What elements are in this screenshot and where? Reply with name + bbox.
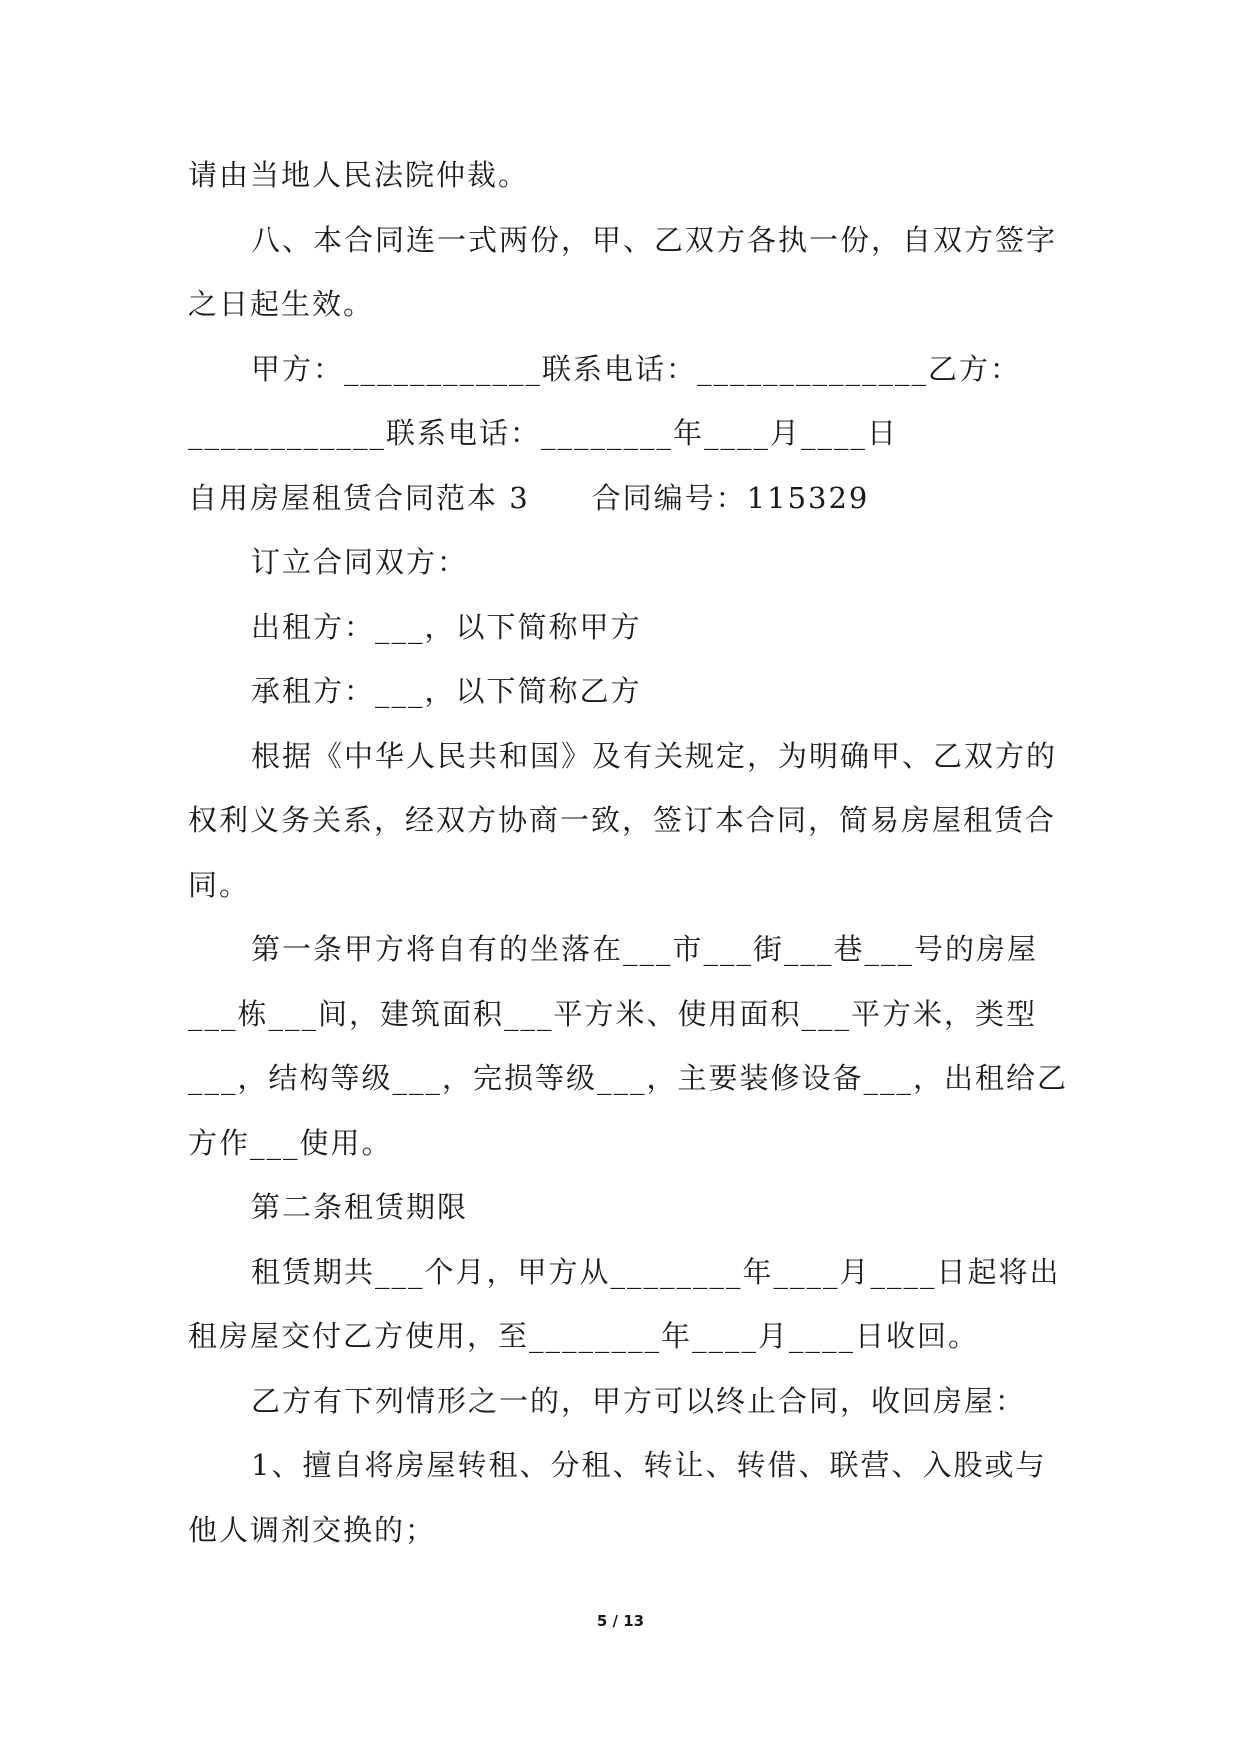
text-line: 租赁期共___个月，甲方从________年____月____日起将出 bbox=[251, 1255, 1061, 1289]
text-line: 请由当地人民法院仲裁。 bbox=[188, 158, 530, 192]
text-line: 权利义务关系，经双方协商一致，签订本合同，简易房屋租赁合 bbox=[188, 803, 1057, 837]
text-line: 1、擅自将房屋转租、分租、转让、转借、联营、入股或与 bbox=[251, 1448, 1047, 1482]
text-line: 承租方：___，以下简称乙方 bbox=[251, 674, 642, 708]
text-line: 租房屋交付乙方使用，至________年____月____日收回。 bbox=[188, 1319, 980, 1353]
text-line: 第二条租赁期限 bbox=[251, 1190, 469, 1224]
page-number: 5 / 13 bbox=[596, 1612, 645, 1630]
text-line: ____________联系电话：________年____月____日 bbox=[188, 416, 899, 450]
text-line: 之日起生效。 bbox=[188, 287, 375, 321]
text-line: 甲方：____________联系电话：______________乙方： bbox=[251, 352, 1022, 386]
text-line: 同。 bbox=[188, 868, 251, 902]
text-line: 他人调剂交换的； bbox=[188, 1513, 437, 1547]
text-line: 第一条甲方将自有的坐落在___市___街___巷___号的房屋 bbox=[251, 932, 1039, 966]
text-line: 根据《中华人民共和国》及有关规定，为明确甲、乙双方的 bbox=[251, 739, 1058, 773]
text-line: 八、本合同连一式两份，甲、乙双方各执一份，自双方签字 bbox=[251, 223, 1058, 257]
text-line: ___栋___间，建筑面积___平方米、使用面积___平方米，类型 bbox=[188, 997, 1038, 1031]
text-line: 乙方有下列情形之一的，甲方可以终止合同，收回房屋： bbox=[251, 1384, 1027, 1418]
text-line: 订立合同双方： bbox=[251, 545, 469, 579]
text-line: 自用房屋租赁合同范本 3 合同编号：115329 bbox=[188, 481, 870, 515]
text-line: 方作___使用。 bbox=[188, 1126, 393, 1160]
text-line: 出租方：___，以下简称甲方 bbox=[251, 610, 642, 644]
text-line: ___，结构等级___，完损等级___，主要装修设备___，出租给乙 bbox=[188, 1061, 1069, 1095]
